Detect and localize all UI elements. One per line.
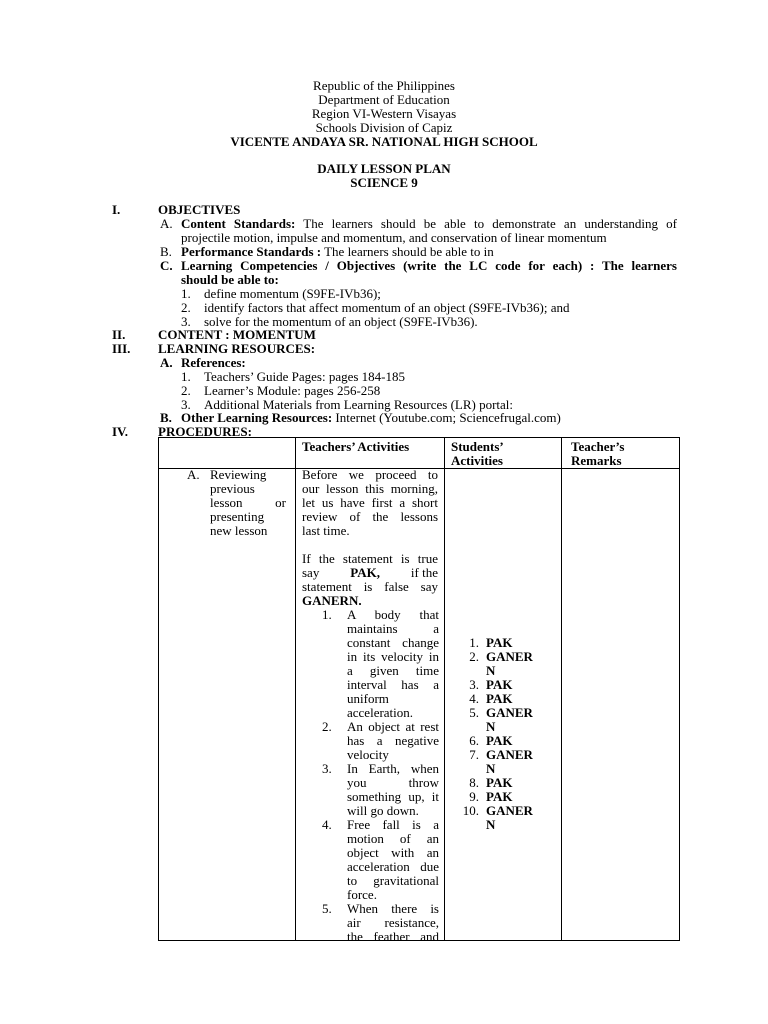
other-resources-letter: B.	[160, 410, 172, 425]
reference-number: 2.	[181, 383, 191, 398]
header-blank-cell	[159, 438, 296, 469]
answer-value: PAK	[486, 677, 513, 692]
title-subject: SCIENCE 9	[350, 175, 418, 190]
answer-line: N	[486, 817, 496, 832]
objective-b-label: Performance Standards :	[181, 244, 322, 259]
procedures-table	[158, 437, 680, 944]
statement-number: 5.	[322, 901, 332, 916]
answer-line: N	[486, 761, 496, 776]
answer-line: GANER	[486, 705, 533, 720]
answer-number: 5.	[469, 705, 479, 720]
answer-number: 7.	[469, 747, 479, 762]
section-ii-title: CONTENT : MOMENTUM	[158, 327, 316, 342]
header-school: VICENTE ANDAYA SR. NATIONAL HIGH SCHOOL	[230, 134, 538, 149]
answer-value: PAK	[486, 635, 513, 650]
statement-line: the feather and	[347, 929, 439, 944]
reference-text: Teachers’ Guide Pages: pages 184-185	[204, 369, 406, 384]
label-word: or	[275, 495, 286, 510]
statement-text	[347, 818, 439, 902]
intro-line: let us have first a short	[302, 495, 438, 510]
statement-text	[347, 608, 439, 720]
competency-text: define momentum (S9FE-IVb36);	[204, 286, 381, 301]
rule-line: statement is false say	[302, 579, 438, 594]
answer-number: 6.	[469, 733, 479, 748]
statement-line: force.	[347, 887, 377, 902]
statement-line: velocity	[347, 747, 389, 762]
statement-line: acceleration.	[347, 705, 414, 720]
statement-line: maintains a	[347, 621, 439, 636]
answer-number: 3.	[469, 677, 479, 692]
statement-line: In Earth, when	[347, 761, 439, 776]
teacher-activities-cell	[296, 467, 445, 944]
label-word: lesson	[210, 495, 243, 510]
statement-line: in its velocity in	[347, 649, 439, 664]
reference-text: Learner’s Module: pages 256-258	[204, 383, 381, 398]
references-letter: A.	[160, 355, 173, 370]
objective-a-label: Content Standards:	[181, 216, 296, 231]
header-country: Republic of the Philippines	[313, 78, 455, 93]
teacher-intro-paragraph	[302, 468, 438, 538]
answer-number: 8.	[469, 775, 479, 790]
header-students-activities	[445, 438, 562, 469]
references-label: References:	[181, 355, 246, 370]
header-teachers-activities: Teachers’ Activities	[296, 438, 445, 469]
answer-number: 10.	[462, 803, 479, 818]
statement-line: An object at rest	[347, 719, 439, 734]
statement-line: interval has a	[347, 677, 439, 692]
section-iii-title: LEARNING RESOURCES:	[158, 341, 316, 356]
other-resources-line	[181, 411, 561, 425]
statement-line: you throw	[347, 775, 439, 790]
answer-line: GANER	[486, 803, 533, 818]
table-row	[159, 469, 680, 941]
label-line: Reviewing	[210, 467, 267, 482]
header-remarks-line1: Teacher’s	[571, 439, 625, 454]
label-line: previous	[210, 481, 255, 496]
section-iii-number: III.	[112, 341, 131, 356]
objective-a-text1: The learners should be able to demonstrate an understanding of	[295, 216, 677, 231]
statement-text	[347, 720, 439, 762]
intro-line: our lesson this morning,	[302, 481, 438, 496]
procedure-step-cell	[159, 469, 296, 941]
answer-number: 1.	[469, 635, 479, 650]
competency-number: 3.	[181, 314, 191, 329]
statement-line: air resistance,	[347, 915, 439, 930]
header-remarks-line2: Remarks	[571, 453, 622, 468]
teacher-rule-paragraph	[302, 552, 438, 608]
section-ii-number: II.	[112, 327, 126, 342]
rule-word: say	[302, 565, 320, 580]
objective-c-letter: C.	[160, 258, 173, 273]
answer-number: 9.	[469, 789, 479, 804]
statement-text	[347, 902, 439, 944]
intro-line: review of the lessons	[302, 509, 438, 524]
answer-value	[486, 804, 533, 832]
answer-number: 2.	[469, 649, 479, 664]
competency-text: solve for the momentum of an object (S9FE-IVb36).	[204, 314, 478, 329]
statement-line: a given time	[347, 663, 439, 678]
rule-line	[302, 566, 438, 580]
procedure-step-label	[210, 468, 286, 538]
title-lesson-plan: DAILY LESSON PLAN	[317, 161, 451, 176]
other-resources-text: Internet (Youtube.com; Sciencefrugal.com)	[332, 410, 561, 425]
objective-c-text2: should be able to:	[181, 272, 279, 287]
document-header	[0, 79, 768, 149]
answer-value	[486, 650, 533, 678]
answer-line: N	[486, 719, 496, 734]
section-i-title: OBJECTIVES	[158, 202, 241, 217]
header-department: Department of Education	[318, 92, 450, 107]
reference-number: 1.	[181, 369, 191, 384]
section-iv-number: IV.	[112, 424, 129, 439]
answer-value	[486, 706, 533, 734]
statement-line: object with an	[347, 845, 439, 860]
statement-line: will go down.	[347, 803, 419, 818]
rule-ganern: GANERN.	[302, 593, 362, 608]
answer-value	[486, 748, 533, 776]
rule-word: if the	[410, 565, 438, 580]
statement-number: 4.	[322, 817, 332, 832]
statement-line: When there is	[347, 901, 439, 916]
intro-line: Before we proceed to	[302, 467, 438, 482]
header-division: Schools Division of Capiz	[315, 120, 453, 135]
statement-number: 3.	[322, 761, 332, 776]
label-line	[210, 496, 286, 510]
header-students-line1: Students’	[451, 439, 504, 454]
answer-value: PAK	[486, 789, 513, 804]
statement-line: uniform	[347, 691, 389, 706]
objective-b-letter: B.	[160, 244, 172, 259]
answer-value: PAK	[486, 691, 513, 706]
answer-value: PAK	[486, 733, 513, 748]
reference-text: Additional Materials from Learning Resources (LR) portal:	[204, 397, 514, 412]
header-teachers-remarks	[562, 438, 680, 469]
competency-number: 1.	[181, 286, 191, 301]
label-line: presenting	[210, 509, 265, 524]
other-resources-label: Other Learning Resources:	[181, 410, 333, 425]
competency-number: 2.	[181, 300, 191, 315]
header-region: Region VI-Western Visayas	[311, 106, 457, 121]
answer-line: GANER	[486, 747, 533, 762]
table-header-row	[159, 438, 680, 469]
answer-value: PAK	[486, 775, 513, 790]
statement-line: Free fall is a	[347, 817, 439, 832]
objective-c-text1: Learning Competencies / Objectives (write the LC code for each) : The learners	[181, 258, 677, 273]
label-line: new lesson	[210, 523, 268, 538]
header-students-line2: Activities	[451, 453, 503, 468]
objective-a-line1	[181, 217, 677, 231]
section-i-number: I.	[112, 202, 121, 217]
section-iv-title: PROCEDURES:	[158, 424, 252, 439]
answer-line: N	[486, 663, 496, 678]
rule-line: If the statement is true	[302, 551, 438, 566]
statement-line: acceleration due	[347, 859, 439, 874]
student-activities-cell	[445, 469, 562, 941]
intro-line: last time.	[302, 523, 350, 538]
objective-a-text2: projectile motion, impulse and momentum, and conservation of linear momentum	[181, 230, 607, 245]
statement-line: A body that	[347, 607, 439, 622]
objective-b-text: The learners should be able to in	[321, 244, 494, 259]
statement-line: to gravitational	[347, 873, 439, 888]
reference-number: 3.	[181, 397, 191, 412]
statement-line: motion of an	[347, 831, 439, 846]
statement-number: 1.	[322, 607, 332, 622]
objective-b-line	[181, 245, 494, 259]
statement-line: something up, it	[347, 789, 439, 804]
statement-number: 2.	[322, 719, 332, 734]
statement-line: has a negative	[347, 733, 439, 748]
procedure-step-letter: A.	[187, 467, 200, 482]
objective-a-letter: A.	[160, 216, 173, 231]
competency-text: identify factors that affect momentum of an object (S9FE-IVb36); and	[204, 300, 570, 315]
teacher-remarks-cell	[562, 469, 680, 941]
answer-number: 4.	[469, 691, 479, 706]
statement-line: constant change	[347, 635, 439, 650]
statement-text	[347, 762, 439, 818]
document-title	[0, 162, 768, 190]
answer-line: GANER	[486, 649, 533, 664]
rule-pak: PAK,	[350, 565, 380, 580]
